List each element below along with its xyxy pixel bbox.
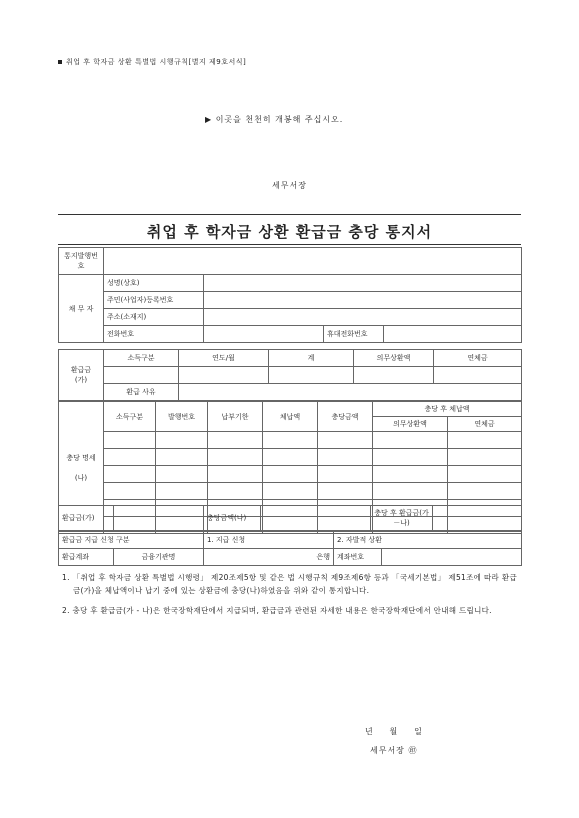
allocation-cell[interactable] bbox=[448, 449, 522, 466]
col-income-type: 소득구분 bbox=[104, 350, 179, 367]
bank-name-field[interactable]: 은행 bbox=[204, 549, 334, 566]
tax-office-signature bbox=[370, 745, 417, 756]
name-label: 성명(상호) bbox=[104, 275, 204, 292]
option-payment-request[interactable]: 1. 지급 신청 bbox=[204, 532, 334, 549]
allocation-cell[interactable] bbox=[318, 449, 373, 466]
notes bbox=[62, 571, 517, 624]
allocation-cell[interactable] bbox=[318, 466, 373, 483]
form-reference bbox=[58, 57, 246, 67]
allocated-total-label: 충당금액(나) bbox=[204, 506, 261, 531]
allocation-cell[interactable] bbox=[373, 432, 448, 449]
form-reference-text: 취업 후 학자금 상환 특별법 시행규칙[별지 제9호서식] bbox=[66, 58, 247, 66]
bank-name-label: 금융기관명 bbox=[114, 549, 204, 566]
mobile-label: 휴대전화번호 bbox=[324, 326, 384, 343]
tax-office-bottom: 세무서장 bbox=[370, 746, 405, 755]
address-label: 주소(소재지) bbox=[104, 309, 204, 326]
col-year-month: 연도/월 bbox=[179, 350, 269, 367]
allocation-label: 충당 명세 (나) bbox=[59, 402, 104, 534]
allocation-cell[interactable] bbox=[318, 483, 373, 500]
allocation-cell[interactable] bbox=[104, 432, 156, 449]
col-arrears: 체납액 bbox=[263, 402, 318, 432]
title-top-rule bbox=[58, 214, 521, 215]
remaining-field[interactable] bbox=[433, 506, 522, 531]
date-line bbox=[365, 726, 436, 737]
form-title: 취업 후 학자금 상환 환급금 충당 통지서 bbox=[146, 223, 433, 241]
month-label: 월 bbox=[389, 727, 398, 736]
note-2: 2. 충당 후 환급금(가 - 나)은 한국장학재단에서 지급되며, 환급금과 관련된 자세한 내용은 한국장학재단에서 안내해 드립니다. bbox=[62, 606, 492, 615]
col-obligatory: 의무상환액 bbox=[354, 350, 434, 367]
col-late-fee: 연체금 bbox=[434, 350, 522, 367]
square-bullet-icon bbox=[58, 60, 62, 64]
allocation-cell[interactable] bbox=[208, 483, 263, 500]
note-1: 1. 「취업 후 학자금 상환 특별법 시행령」 제20조제5항 및 같은 법 시행규칙 제9조제6항 등과 「국세기본법」 제51조에 따라 환급금(가)을 체납액이나 납기 중에 있는 상환금에 충당(나)하였음을 위와 같이 통지합니다. bbox=[62, 573, 517, 595]
allocation-cell[interactable] bbox=[104, 483, 156, 500]
allocation-cell[interactable] bbox=[208, 432, 263, 449]
account-label: 환급계좌 bbox=[59, 549, 114, 566]
refund-total-field[interactable] bbox=[114, 506, 204, 531]
refund-label: 환급금 (가) bbox=[59, 350, 104, 401]
allocation-cell[interactable] bbox=[373, 449, 448, 466]
debtor-table bbox=[58, 247, 522, 343]
col-total: 계 bbox=[269, 350, 354, 367]
refund-cell[interactable] bbox=[269, 367, 354, 384]
col-allocated: 충당금액 bbox=[318, 402, 373, 432]
fold-notice: ▶ 이곳을 천천히 개봉해 주십시오. bbox=[205, 115, 344, 124]
account-number-field[interactable] bbox=[382, 549, 522, 566]
col-due-date: 납부기한 bbox=[208, 402, 263, 432]
day-label: 일 bbox=[414, 727, 422, 736]
payment-table bbox=[58, 531, 522, 566]
notice-number-label: 통지발행번호 bbox=[59, 248, 104, 275]
refund-reason-field[interactable] bbox=[179, 384, 522, 401]
summary-table bbox=[58, 505, 522, 531]
notice-number-field[interactable] bbox=[104, 248, 522, 275]
allocation-cell[interactable] bbox=[373, 483, 448, 500]
allocation-cell[interactable] bbox=[208, 466, 263, 483]
allocation-cell[interactable] bbox=[448, 466, 522, 483]
remaining-label: 충당 후 환급금(가－나) bbox=[371, 506, 433, 531]
name-field[interactable] bbox=[204, 275, 522, 292]
phone-field[interactable] bbox=[204, 326, 324, 343]
tax-office-top: 세무서장 bbox=[272, 181, 307, 190]
refund-reason-label: 환급 사유 bbox=[104, 384, 179, 401]
col-after-obligatory: 의무상환액 bbox=[373, 417, 448, 432]
allocation-cell[interactable] bbox=[448, 483, 522, 500]
allocation-cell[interactable] bbox=[263, 432, 318, 449]
allocation-cell[interactable] bbox=[263, 449, 318, 466]
allocation-cell[interactable] bbox=[104, 466, 156, 483]
payment-request-label: 환급금 지급 신청 구분 bbox=[59, 532, 204, 549]
id-number-field[interactable] bbox=[204, 292, 522, 309]
id-number-label: 주민(사업자)등록번호 bbox=[104, 292, 204, 309]
refund-total-label: 환급금(가) bbox=[59, 506, 114, 531]
refund-table bbox=[58, 349, 522, 401]
allocation-cell[interactable] bbox=[156, 483, 208, 500]
debtor-label: 채 무 자 bbox=[59, 275, 104, 343]
allocation-cell[interactable] bbox=[156, 466, 208, 483]
col-after-arrears: 충당 후 체납액 bbox=[373, 402, 522, 417]
refund-cell[interactable] bbox=[354, 367, 434, 384]
refund-cell[interactable] bbox=[434, 367, 522, 384]
allocation-cell[interactable] bbox=[263, 466, 318, 483]
col-issue-number: 발행번호 bbox=[156, 402, 208, 432]
mobile-field[interactable] bbox=[384, 326, 522, 343]
allocation-cell[interactable] bbox=[156, 449, 208, 466]
allocation-cell[interactable] bbox=[263, 483, 318, 500]
seal-icon: ㊞ bbox=[408, 746, 418, 755]
address-field[interactable] bbox=[204, 309, 522, 326]
allocation-cell[interactable] bbox=[156, 432, 208, 449]
phone-label: 전화번호 bbox=[104, 326, 204, 343]
allocation-cell[interactable] bbox=[373, 466, 448, 483]
title-bottom-rule bbox=[58, 244, 521, 245]
refund-cell[interactable] bbox=[179, 367, 269, 384]
allocated-total-field[interactable] bbox=[261, 506, 371, 531]
option-voluntary-repayment[interactable]: 2. 자발적 상환 bbox=[334, 532, 522, 549]
allocation-cell[interactable] bbox=[208, 449, 263, 466]
col-after-late-fee: 연체금 bbox=[448, 417, 522, 432]
col-income-type: 소득구분 bbox=[104, 402, 156, 432]
allocation-cell[interactable] bbox=[104, 449, 156, 466]
allocation-cell[interactable] bbox=[448, 432, 522, 449]
allocation-cell[interactable] bbox=[318, 432, 373, 449]
year-label: 년 bbox=[365, 727, 373, 736]
refund-cell[interactable] bbox=[104, 367, 179, 384]
account-number-label: 계좌번호 bbox=[334, 549, 382, 566]
